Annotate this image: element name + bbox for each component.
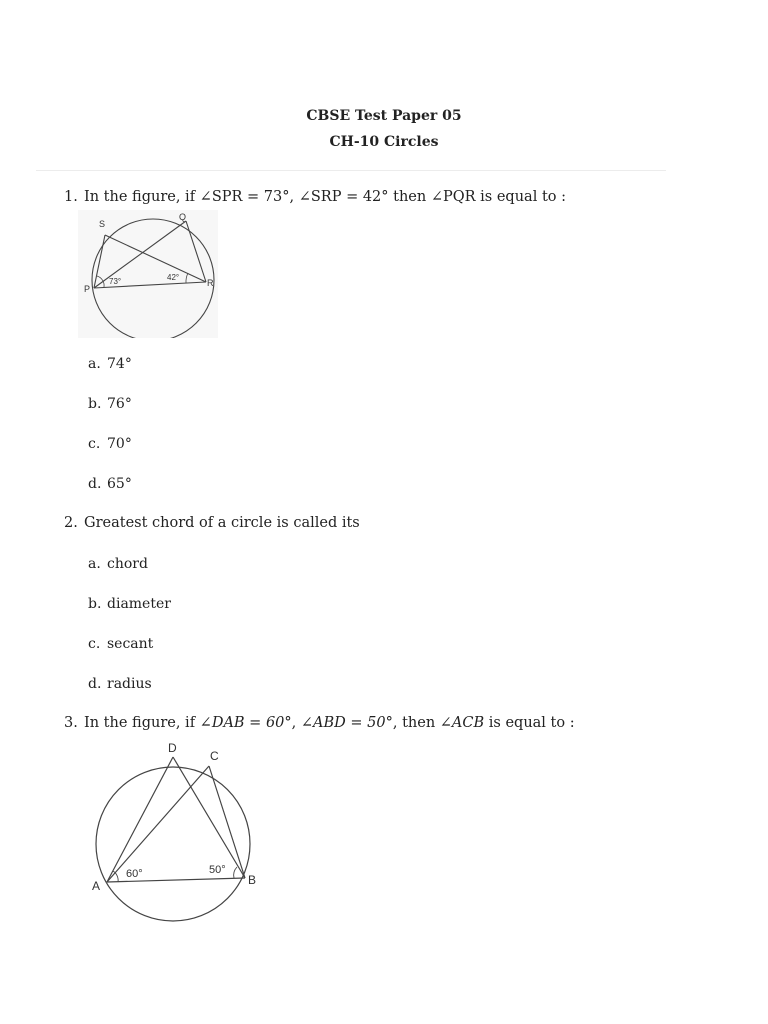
- option-text: 70°: [107, 436, 132, 452]
- angle-label-r: 42°: [167, 273, 180, 282]
- label-d: D: [168, 741, 177, 755]
- circle: [96, 767, 250, 921]
- option-text: 76°: [107, 396, 132, 412]
- option-2c[interactable]: [88, 636, 153, 652]
- question-number: 2.: [64, 515, 78, 531]
- chord-ac: [107, 766, 209, 882]
- math-angle-abd: ∠ABD = 50°: [300, 715, 393, 731]
- option-text: 65°: [107, 476, 132, 492]
- chord-ad: [107, 757, 173, 882]
- question-2: [64, 515, 360, 531]
- option-text: secant: [107, 636, 154, 652]
- option-text: radius: [107, 676, 152, 692]
- paper-title: CBSE Test Paper 05: [306, 108, 462, 124]
- option-letter: c.: [88, 436, 101, 452]
- option-text: 74°: [107, 356, 132, 372]
- figure-background: [78, 210, 218, 338]
- header-divider: [36, 170, 666, 171]
- option-letter: a.: [88, 556, 101, 572]
- circle-figure-2: [86, 736, 266, 936]
- math-angle-acb: ∠ACB: [439, 715, 485, 731]
- option-1b[interactable]: [88, 396, 132, 412]
- option-text: diameter: [107, 596, 171, 612]
- chord-db: [173, 757, 245, 878]
- option-2d[interactable]: [88, 676, 152, 692]
- angle-arc-a: [113, 871, 118, 882]
- option-letter: a.: [88, 356, 101, 372]
- option-letter: c.: [88, 636, 101, 652]
- option-1d[interactable]: [88, 476, 132, 492]
- option-letter: d.: [88, 676, 102, 692]
- label-a: A: [92, 879, 101, 893]
- question-prefix: In the figure, if: [84, 715, 200, 731]
- question-suffix: is equal to :: [484, 715, 575, 731]
- angle-arc-b: [234, 867, 237, 878]
- label-b: B: [248, 873, 257, 887]
- label-q: Q: [179, 212, 187, 222]
- option-2b[interactable]: [88, 596, 171, 612]
- option-letter: b.: [88, 596, 102, 612]
- question-separator: ,: [291, 715, 301, 731]
- option-letter: d.: [88, 476, 102, 492]
- question-number: 3.: [64, 715, 78, 731]
- label-c: C: [210, 749, 219, 763]
- circle-figure-1: [78, 210, 218, 338]
- question-text: In the figure, if ∠SPR = 73°, ∠SRP = 42° then ∠PQR is equal to :: [84, 189, 566, 205]
- label-r: R: [207, 278, 214, 288]
- option-2a[interactable]: [88, 556, 148, 572]
- angle-label-p: 73°: [109, 277, 122, 286]
- question-number: 1.: [64, 189, 78, 205]
- label-p: P: [84, 284, 91, 294]
- question-3: [64, 715, 575, 731]
- question-separator: , then: [392, 715, 440, 731]
- chord-cb: [209, 766, 245, 878]
- math-angle-dab: ∠DAB = 60°: [199, 715, 292, 731]
- angle-label-a: 60°: [126, 868, 143, 880]
- option-letter: b.: [88, 396, 102, 412]
- option-text: chord: [107, 556, 148, 572]
- label-s: S: [99, 219, 106, 229]
- chapter-title: CH-10 Circles: [329, 134, 439, 150]
- question-text: Greatest chord of a circle is called its: [84, 515, 360, 531]
- question-1: [64, 189, 566, 205]
- option-1c[interactable]: [88, 436, 132, 452]
- angle-label-b: 50°: [209, 864, 226, 876]
- option-1a[interactable]: [88, 356, 132, 372]
